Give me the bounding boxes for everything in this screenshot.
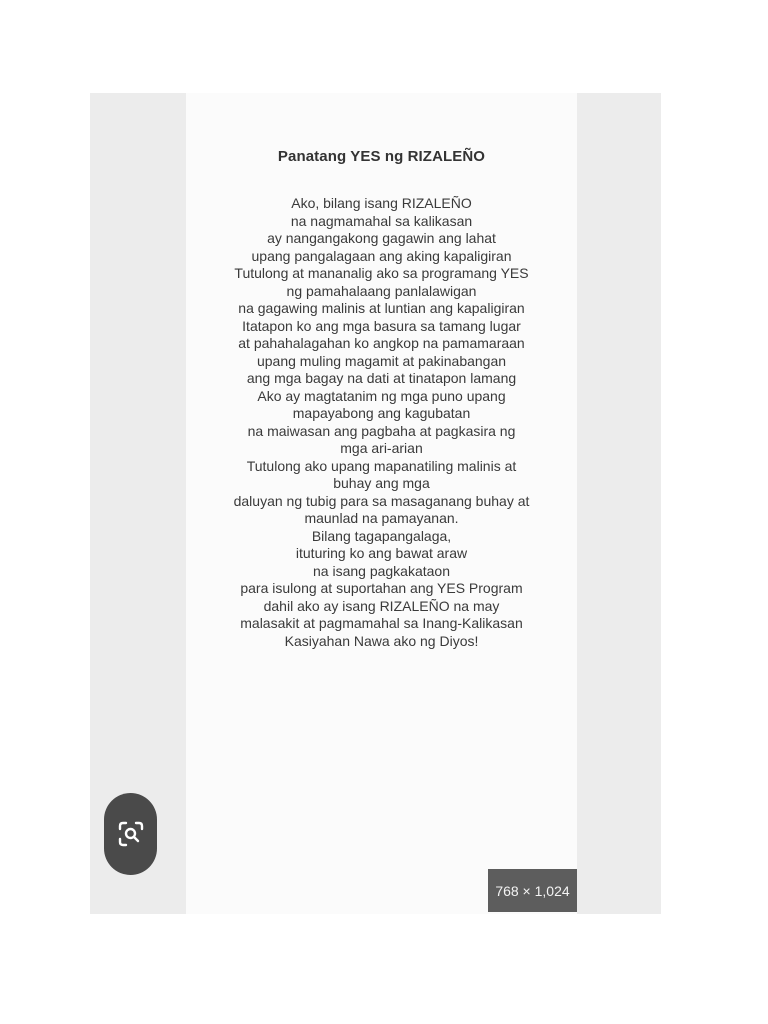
poem-line: ay nangangakong gagawin ang lahat <box>267 230 496 246</box>
poem-line: upang pangalagaan ang aking kapaligiran <box>251 247 512 264</box>
image-viewer <box>90 93 661 914</box>
poem-line: para isulong at suportahan ang YES Program <box>240 580 523 596</box>
poem-line: Tutulong ako upang mapanatiling malinis at <box>246 457 517 474</box>
poem-line: Ako, bilang isang RIZALEÑO <box>291 195 472 211</box>
poem-line: at pahahalagahan ko angkop na pamamaraan <box>238 335 525 351</box>
poem-line: na isang pagkakataon <box>313 562 450 579</box>
poem-line: ituturing ko ang bawat araw <box>295 545 468 561</box>
poem-body <box>186 195 577 650</box>
poem-line: na nagmamahal sa kalikasan <box>290 212 473 229</box>
poem-line: Ako ay magtatanim ng mga puno upang <box>257 387 506 404</box>
poem-line: dahil ako ay isang RIZALEÑO na may <box>263 597 500 614</box>
poem-line: Itatapon ko ang mga basura sa tamang lugar <box>242 317 521 334</box>
image-size-badge: 768 × 1,024 <box>488 869 577 912</box>
poem-line: maunlad na pamayanan. <box>304 510 459 526</box>
poem-line: na maiwasan ang pagbaha at pagkasira ng <box>247 422 516 439</box>
poem-line: mapayabong ang kagubatan <box>292 405 471 421</box>
poem-line: mga ari-arian <box>340 440 423 456</box>
lens-search-button[interactable] <box>104 793 157 875</box>
poem-line: Kasiyahan Nawa ako ng Diyos! <box>284 632 479 649</box>
lens-search-icon <box>117 820 145 848</box>
page-title: Panatang YES ng RIZALEÑO <box>277 148 486 165</box>
poem-line: ng pamahalaang panlalawigan <box>286 282 477 299</box>
poem-line: buhay ang mga <box>333 475 430 491</box>
poem-line: daluyan ng tubig para sa masaganang buhay at <box>233 492 530 509</box>
poem-line: Bilang tagapangalaga, <box>311 527 452 544</box>
poem-line: ang mga bagay na dati at tinatapon lamang <box>246 370 517 386</box>
poem-line: na gagawing malinis at luntian ang kapaligiran <box>238 300 525 316</box>
poem-line: malasakit at pagmamahal sa Inang-Kalikasan <box>240 615 523 631</box>
document-image[interactable] <box>186 93 577 914</box>
poem-line: Tutulong at mananalig ako sa programang YES <box>234 265 529 281</box>
poem-line: upang muling magamit at pakinabangan <box>256 352 507 369</box>
